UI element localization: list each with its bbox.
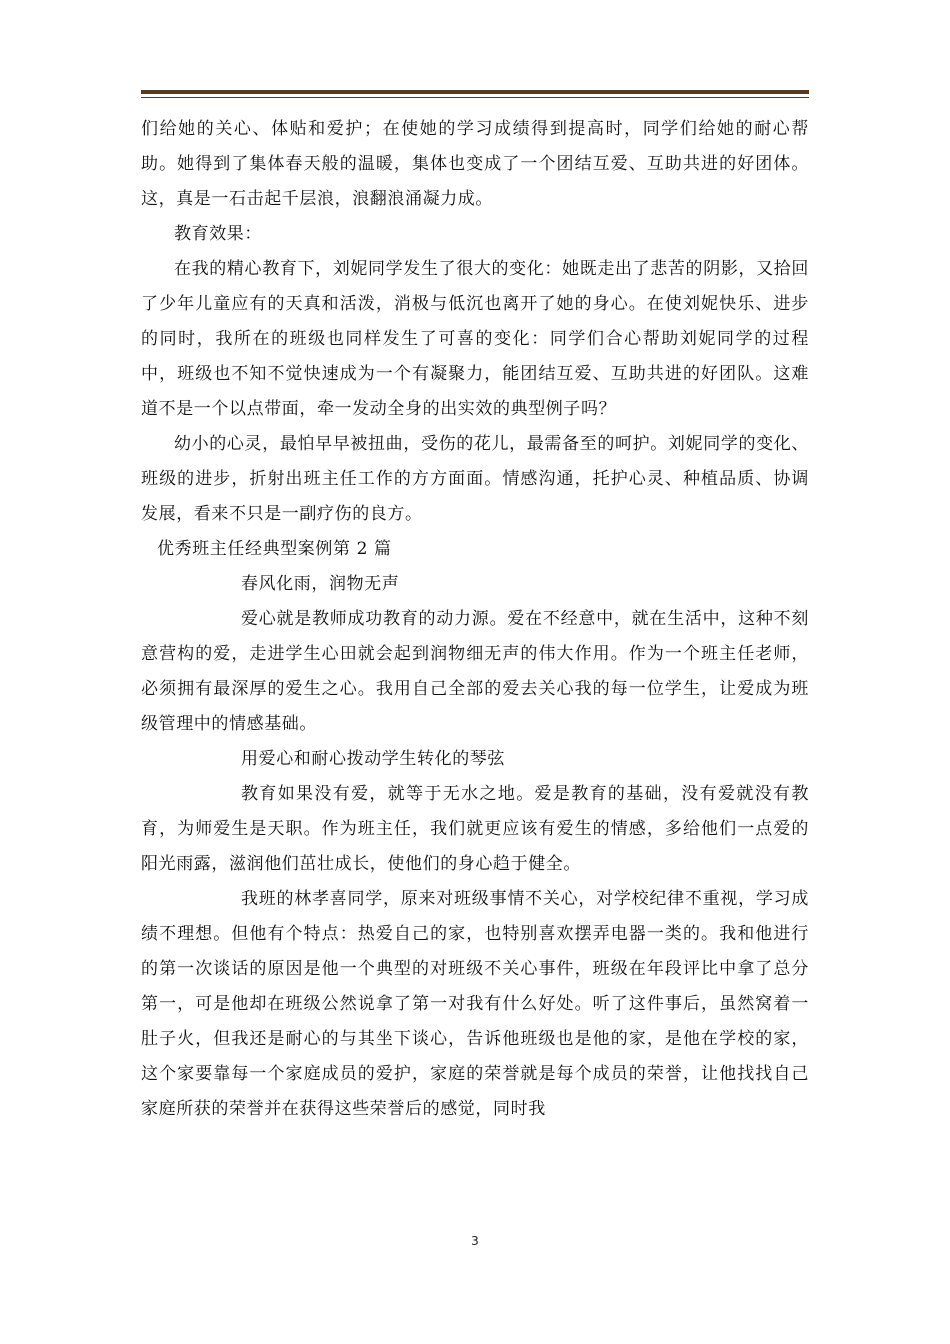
section-heading-education-effect: 教育效果：	[174, 224, 262, 244]
paragraph-continuation: 们给她的关心、体贴和爱护；在使她的学习成绩得到提高时，同学们给她的耐心帮助。她得到了集体春天般的温暖，集体也变成了一个团结互爱、互助共进的好团体。这，真是一石击起千层浪，浪翻浪涌凝力成。	[141, 119, 809, 209]
header-rule-thick	[141, 90, 809, 94]
header-rule-thin	[141, 97, 809, 98]
paragraph-love-source: 爱心就是教师成功教育的动力源。爱在不经意中，就在生活中，这种不刻意营构的爱，走进学生心田就会起到润物细无声的伟大作用。作为一个班主任老师，必须拥有最深厚的爱生之心。我用自己全部的爱去关心我的每一位学生，让爱成为班级管理中的情感基础。	[141, 609, 809, 734]
page-number: 3	[471, 1234, 479, 1248]
paragraph-conclusion: 幼小的心灵，最怕早早被扭曲，受伤的花儿，最需备至的呵护。刘妮同学的变化、班级的进步，折射出班主任工作的方方面面。情感沟通，托护心灵、种植品质、协调发展，看来不只是一副疗伤的良方。	[141, 434, 809, 524]
section-heading-patience: 用爱心和耐心拨动学生转化的琴弦	[241, 749, 505, 769]
paragraph-effect-description: 在我的精心教育下，刘妮同学发生了很大的变化：她既走出了悲苦的阴影，又拾回了少年儿童应有的天真和活泼，消极与低沉也离开了她的身心。在使刘妮快乐、进步的同时，我所在的班级也同样发生了可喜的变化：同学们合心帮助刘妮同学的过程中，班级也不知不觉快速成为一个有凝聚力，能团结互爱、互助共进的好团队。这难道不是一个以点带面，牵一发动全身的出实效的典型例子吗？	[141, 259, 809, 419]
case-title: 优秀班主任经典型案例第 2 篇	[157, 539, 392, 559]
paragraph-education-love: 教育如果没有爱，就等于无水之地。爱是教育的基础，没有爱就没有教育，为师爱生是天职。作为班主任，我们就更应该有爱生的情感，多给他们一点爱的阳光雨露，滋润他们茁壮成长，使他们的身心趋于健全。	[141, 784, 809, 874]
paragraph-student-case: 我班的林孝喜同学，原来对班级事情不关心，对学校纪律不重视，学习成绩不理想。但他有个特点：热爱自己的家，也特别喜欢摆弄电器一类的。我和他进行的第一次谈话的原因是他一个典型的对班级不关心事件，班级在年段评比中拿了总分第一，可是他却在班级公然说拿了第一对我有什么好处。听了这件事后，虽然窝着一肚子火，但我还是耐心的与其坐下谈心，告诉他班级也是他的家，是他在学校的家，这个家要靠每一个家庭成员的爱护，家庭的荣誉就是每个成员的荣誉，让他找找自己家庭所获的荣誉并在获得这些荣誉后的感觉，同时我	[141, 889, 809, 1119]
case-subtitle: 春风化雨，润物无声	[241, 574, 400, 594]
document-body	[141, 112, 809, 1127]
